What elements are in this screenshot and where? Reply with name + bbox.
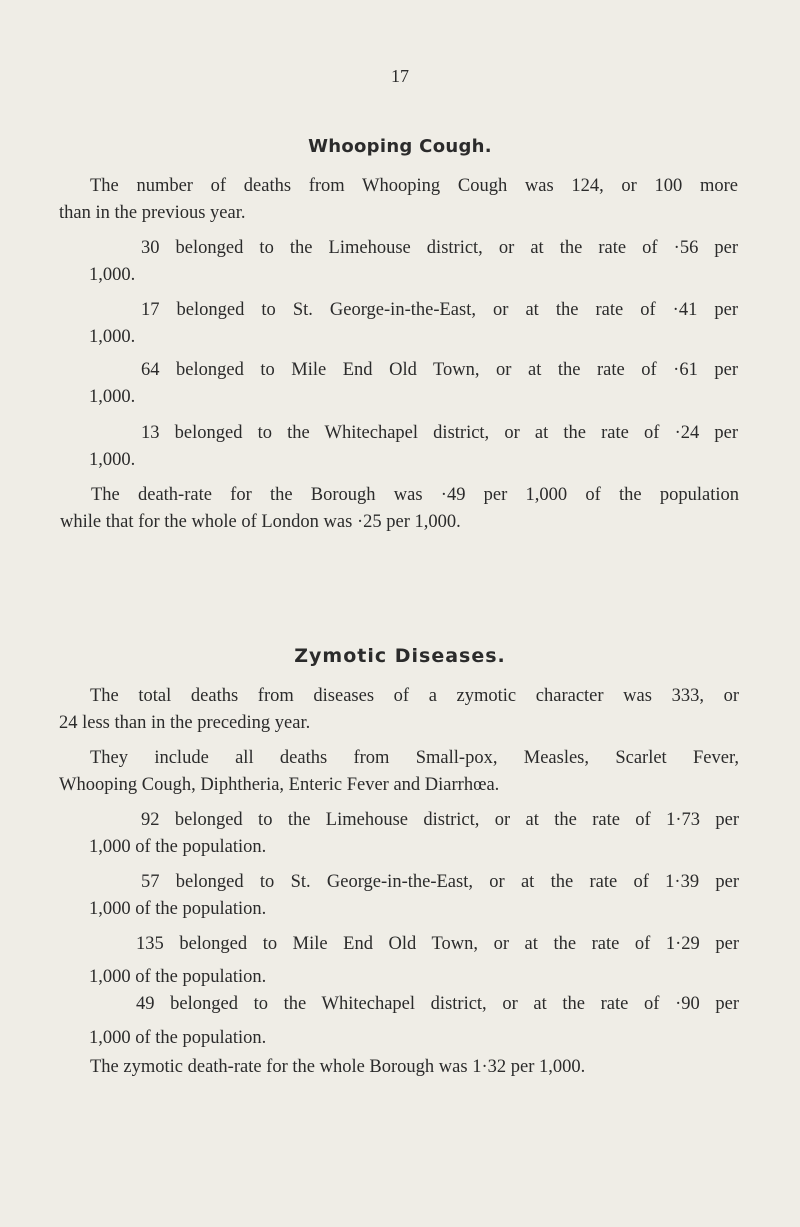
paragraph-line: 30 belonged to the Limehouse district, or at the rate of ·56 per: [141, 238, 738, 258]
paragraph-zymotic-includes: [59, 745, 739, 799]
paragraph-line: 1,000.: [89, 327, 136, 347]
paragraph-line: 13 belonged to the Whitechapel district, or at the rate of ·24 per: [141, 423, 738, 443]
paragraph-zymotic-total: [59, 683, 739, 737]
paragraph-line: They include all deaths from Small-pox, Measles, Scarlet Fever,: [90, 748, 739, 768]
page-number: 17: [391, 66, 409, 86]
paragraph-borough-death-rate: [60, 482, 739, 536]
paragraph-line: The total deaths from diseases of a zymotic character was 333, or: [90, 686, 739, 706]
section-heading-whooping-cough: Whooping Cough.: [308, 136, 492, 157]
paragraph-line: 1,000.: [89, 265, 136, 285]
paragraph-line: 1,000 of the population.: [89, 899, 267, 919]
section-heading-zymotic-diseases: Zymotic Diseases.: [294, 645, 506, 667]
paragraph-line: The death-rate for the Borough was ·49 per 1,000 of the population: [91, 485, 739, 505]
paragraph-line: while that for the whole of London was ·25 per 1,000.: [60, 512, 461, 532]
paragraph-line: 49 belonged to the Whitechapel district, or at the rate of ·90 per: [136, 994, 739, 1014]
paragraph-zymotic-death-rate: [90, 1054, 740, 1081]
paragraph-zymotic-whitechapel: [89, 987, 739, 1055]
paragraph-whooping-cough-total: [59, 173, 738, 227]
paragraph-line: 57 belonged to St. George-in-the-East, or at the rate of 1·39 per: [141, 872, 739, 892]
paragraph-zymotic-st-george: [89, 869, 739, 923]
paragraph-line: 92 belonged to the Limehouse district, or at the rate of 1·73 per: [141, 810, 739, 830]
paragraph-line: 64 belonged to Mile End Old Town, or at the rate of ·61 per: [141, 360, 738, 380]
paragraph-zymotic-limehouse: [89, 807, 739, 861]
paragraph-limehouse: [89, 235, 738, 289]
paragraph-st-george: [89, 297, 738, 351]
paragraph-line: 1,000.: [89, 387, 136, 407]
paragraph-zymotic-mile-end: [89, 928, 739, 994]
paragraph-line: 1,000 of the population.: [89, 837, 267, 857]
paragraph-line: 135 belonged to Mile End Old Town, or at the rate of 1·29 per: [136, 934, 739, 954]
paragraph-line: 24 less than in the preceding year.: [59, 713, 311, 733]
paragraph-line: 1,000.: [89, 450, 136, 470]
paragraph-line: 1,000 of the population.: [89, 967, 267, 987]
paragraph-mile-end: [89, 357, 738, 411]
paragraph-line: 1,000 of the population.: [89, 1028, 267, 1048]
paragraph-line: The number of deaths from Whooping Cough was 124, or 100 more: [90, 176, 738, 196]
paragraph-line: 17 belonged to St. George-in-the-East, or at the rate of ·41 per: [141, 300, 738, 320]
paragraph-whitechapel: [89, 420, 738, 474]
paragraph-line: Whooping Cough, Diphtheria, Enteric Fever and Diarrhœa.: [59, 775, 500, 795]
paragraph-line: The zymotic death-rate for the whole Borough was 1·32 per 1,000.: [90, 1057, 586, 1077]
paragraph-line: than in the previous year.: [59, 203, 246, 223]
